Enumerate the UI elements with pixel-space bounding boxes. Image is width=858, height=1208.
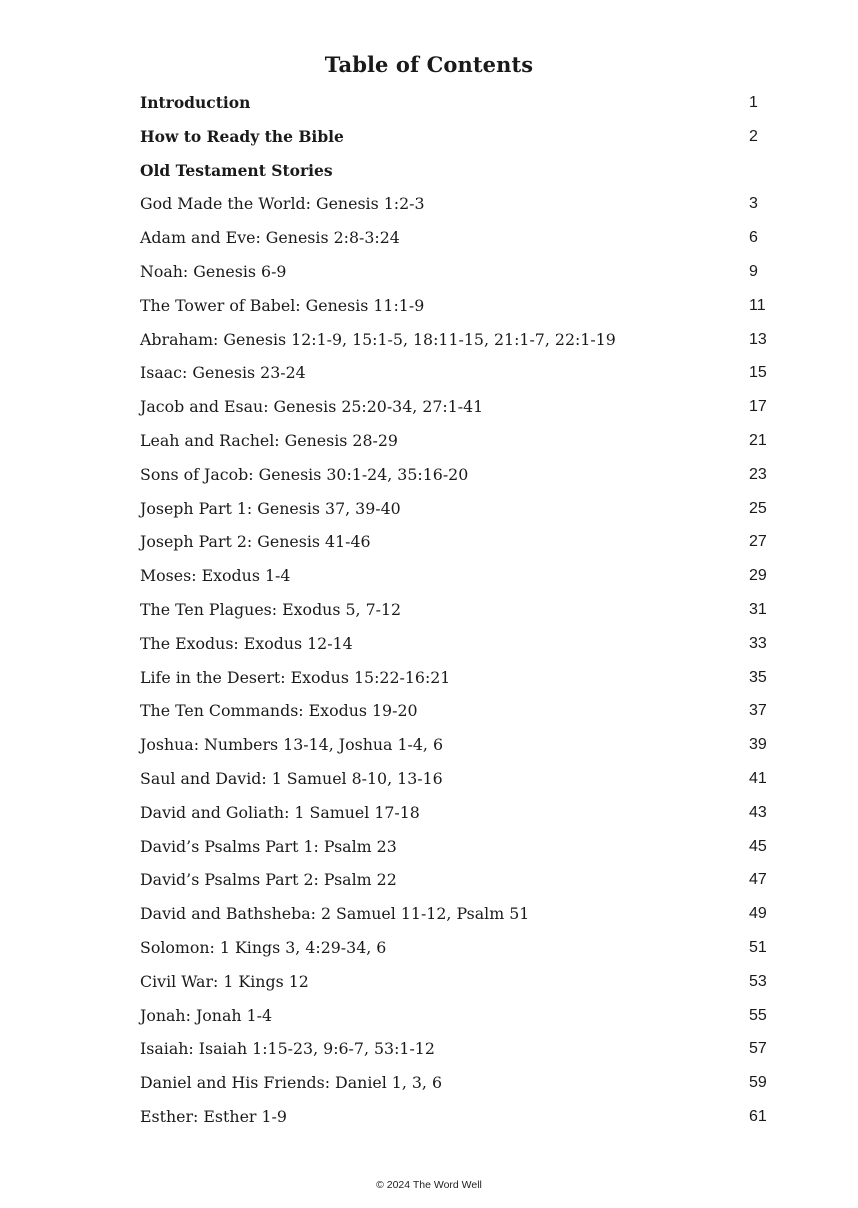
toc-entry-page: 51 [749, 938, 767, 956]
toc-entry-page: 6 [749, 229, 758, 247]
toc-entry [140, 830, 780, 864]
toc-entry-page: 3 [749, 195, 758, 213]
toc-entry [140, 661, 780, 695]
toc-entry-page: 45 [749, 837, 767, 855]
toc-entry [140, 931, 780, 965]
toc-entry-title: Daniel and His Friends: Daniel 1, 3, 6 [140, 1073, 443, 1093]
table-of-contents [140, 86, 780, 1134]
toc-entry [140, 356, 780, 390]
page-title: Table of Contents [324, 52, 534, 77]
toc-entry-how-to-read [140, 120, 780, 154]
toc-entry [140, 187, 780, 221]
toc-entry-page: 1 [749, 94, 758, 111]
toc-entry-title: Sons of Jacob: Genesis 30:1-24, 35:16-20 [140, 464, 469, 484]
toc-entry [140, 492, 780, 526]
toc-entry [140, 728, 780, 762]
toc-entry [140, 525, 780, 559]
toc-entry-title: Isaiah: Isaiah 1:15-23, 9:6-7, 53:1-12 [140, 1039, 435, 1059]
toc-entry-title: Joseph Part 2: Genesis 41-46 [140, 532, 371, 552]
toc-entry [140, 323, 780, 357]
toc-entry-title: God Made the World: Genesis 1:2-3 [140, 194, 425, 214]
toc-entry-title: The Ten Commands: Exodus 19-20 [140, 701, 418, 721]
toc-entry-list [140, 187, 780, 1133]
toc-entry-title: Jacob and Esau: Genesis 25:20-34, 27:1-41 [140, 397, 484, 417]
toc-entry-page: 21 [749, 431, 767, 449]
toc-entry-page: 35 [749, 668, 767, 686]
toc-entry [140, 897, 780, 931]
toc-entry-title: The Tower of Babel: Genesis 11:1-9 [140, 295, 425, 315]
toc-entry [140, 863, 780, 897]
toc-entry-page: 13 [749, 330, 767, 348]
toc-entry [140, 255, 780, 289]
toc-entry-page: 37 [749, 702, 767, 720]
toc-entry-title: David and Bathsheba: 2 Samuel 11-12, Psalm 51 [140, 904, 530, 924]
toc-entry-title: Esther: Esther 1-9 [140, 1106, 287, 1126]
toc-entry [140, 221, 780, 255]
toc-entry [140, 593, 780, 627]
toc-entry [140, 390, 780, 424]
toc-entry-page: 17 [749, 398, 767, 416]
copyright-footer: © 2024 The Word Well [376, 1179, 482, 1191]
toc-entry-title: David and Goliath: 1 Samuel 17-18 [140, 802, 420, 822]
toc-entry-title: How to Ready the Bible [140, 126, 344, 146]
toc-entry-page: 2 [749, 127, 758, 145]
toc-entry-title: Solomon: 1 Kings 3, 4:29-34, 6 [140, 937, 387, 957]
section-title: Old Testament Stories [140, 160, 333, 180]
toc-entry-page: 11 [749, 296, 766, 314]
toc-entry-page: 43 [749, 803, 767, 821]
toc-entry-introduction [140, 86, 780, 120]
toc-entry [140, 458, 780, 492]
toc-entry-page: 49 [749, 905, 767, 923]
toc-entry-title: Saul and David: 1 Samuel 8-10, 13-16 [140, 768, 443, 788]
toc-entry-page: 9 [749, 262, 758, 280]
toc-entry-page: 25 [749, 499, 767, 517]
toc-entry-title: Life in the Desert: Exodus 15:22-16:21 [140, 667, 451, 687]
toc-entry-title: Leah and Rachel: Genesis 28-29 [140, 430, 398, 450]
toc-entry-title: The Ten Plagues: Exodus 5, 7-12 [140, 599, 402, 619]
toc-entry-page: 47 [749, 871, 767, 889]
toc-entry [140, 1066, 780, 1100]
toc-entry [140, 559, 780, 593]
toc-entry-title: David’s Psalms Part 2: Psalm 22 [140, 870, 397, 890]
toc-entry [140, 762, 780, 796]
toc-entry-title: Moses: Exodus 1-4 [140, 566, 291, 586]
toc-entry [140, 1100, 780, 1134]
toc-entry-page: 55 [749, 1006, 767, 1024]
toc-entry-title: Jonah: Jonah 1-4 [140, 1005, 273, 1025]
toc-entry [140, 424, 780, 458]
toc-entry-title: Isaac: Genesis 23-24 [140, 363, 306, 383]
toc-entry-page: 33 [749, 634, 767, 652]
toc-entry-title: Introduction [140, 93, 251, 112]
toc-entry-title: The Exodus: Exodus 12-14 [140, 633, 353, 653]
toc-entry [140, 965, 780, 999]
toc-entry-title: Joshua: Numbers 13-14, Joshua 1-4, 6 [140, 735, 444, 755]
toc-entry-page: 61 [749, 1107, 767, 1125]
toc-entry-title: David’s Psalms Part 1: Psalm 23 [140, 836, 397, 856]
toc-entry [140, 289, 780, 323]
toc-entry-title: Joseph Part 1: Genesis 37, 39-40 [140, 498, 401, 518]
toc-entry-page: 23 [749, 465, 767, 483]
toc-entry [140, 999, 780, 1033]
toc-entry [140, 694, 780, 728]
toc-entry-page: 27 [749, 533, 767, 551]
toc-entry-title: Adam and Eve: Genesis 2:8-3:24 [140, 228, 400, 248]
toc-entry-title: Abraham: Genesis 12:1-9, 15:1-5, 18:11-15, 21:1-7, 22:1-19 [140, 329, 616, 349]
toc-entry-page: 57 [749, 1040, 767, 1058]
toc-entry-page: 29 [749, 567, 767, 585]
toc-entry [140, 1032, 780, 1066]
toc-entry-page: 59 [749, 1074, 767, 1092]
toc-entry-page: 15 [749, 364, 767, 382]
toc-entry-page: 31 [749, 600, 767, 618]
toc-entry-page: 41 [749, 769, 767, 787]
toc-entry-title: Civil War: 1 Kings 12 [140, 971, 309, 991]
toc-entry-page: 53 [749, 972, 767, 990]
toc-entry [140, 627, 780, 661]
toc-entry-title: Noah: Genesis 6-9 [140, 261, 287, 281]
toc-section-heading [140, 154, 780, 188]
toc-entry [140, 796, 780, 830]
toc-entry-page: 39 [749, 736, 767, 754]
